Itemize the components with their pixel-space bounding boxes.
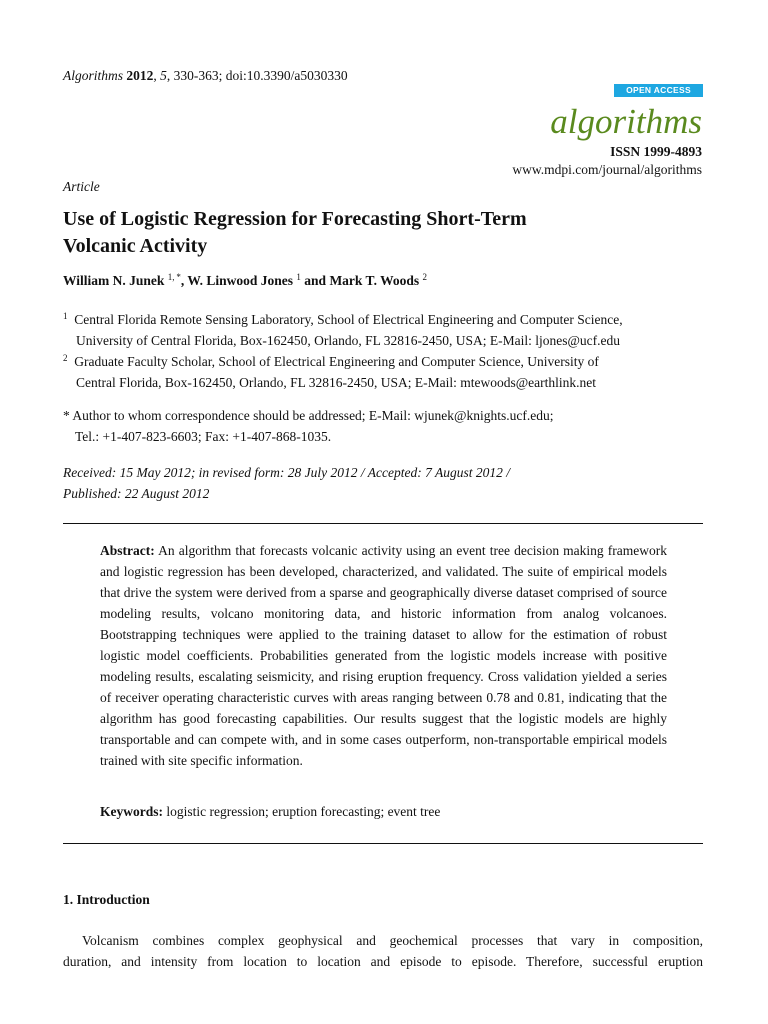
title-line-2: Volcanic Activity (63, 235, 208, 257)
issn: ISSN 1999-4893 (610, 144, 702, 159)
open-access-badge: OPEN ACCESS (614, 84, 703, 97)
affiliation-2 (63, 348, 713, 393)
journal-logo: algorithms (550, 102, 702, 141)
author-affiliation-mark: 1, * (167, 272, 181, 282)
article-type: Article (63, 179, 100, 194)
divider-top (63, 523, 703, 524)
introduction-body (63, 930, 703, 972)
affiliation-text: Graduate Faculty Scholar, School of Electrical Engineering and Computer Science, University of (74, 354, 599, 369)
article-title (63, 206, 703, 260)
citation-year: 2012 (126, 68, 154, 83)
correspondence-line-2: Tel.: +1-407-823-6603; Fax: +1-407-868-1035. (75, 429, 332, 444)
correspondence-note (63, 405, 713, 447)
abstract-text: An algorithm that forecasts volcanic activity using an event tree decision making framework and logistic regression has been developed, characterized, and validated. The suite of empirical models that drive the system were derived from a sparse and geographically diverse dataset comprised of source modeling results, volcano monitoring data, and historic information from analog volcanoes. Bootstrapping techniques were applied to the training dataset to allow for the estimation of robust logistic model coefficients. Probabilities generated from the logistic models increase with positive modeling results, escalating seismicity, and rising eruption frequency. Cross validation yielded a series of receiver operating characteristic curves with areas ranging between 0.78 and 0.81, indicating that the algorithm has good forecasting capabilities. Our results suggest that the logistic models are highly transportable and can compete with, and in some cases outperform, non-transportable empirical models trained with site specific information. (100, 543, 667, 768)
divider-bottom (63, 843, 703, 844)
affiliation-number: 2 (63, 353, 68, 363)
affiliation-1 (63, 306, 713, 351)
abstract-label: Abstract: (100, 543, 155, 558)
author-list (63, 272, 427, 289)
author-separator: , (180, 273, 188, 288)
title-line-1: Use of Logistic Regression for Forecasting Short-Term (63, 208, 527, 230)
author-affiliation-mark: 1 (296, 272, 301, 282)
journal-url[interactable]: www.mdpi.com/journal/algorithms (512, 162, 702, 177)
abstract (100, 540, 667, 771)
keywords-label: Keywords: (100, 804, 163, 819)
dates-line-2: Published: 22 August 2012 (63, 486, 210, 501)
publication-dates (63, 462, 510, 504)
section-heading-introduction: 1. Introduction (63, 892, 150, 907)
citation-journal: Algorithms (63, 68, 124, 83)
author-name: Mark T. Woods (329, 273, 420, 288)
keywords-text: logistic regression; eruption forecasting; event tree (166, 804, 441, 819)
keywords (100, 804, 440, 820)
author-affiliation-mark: 2 (422, 272, 427, 282)
affiliation-text: Central Florida Remote Sensing Laboratory, School of Electrical Engineering and Computer Science, (74, 312, 623, 327)
body-line: Volcanism combines complex geophysical and geochemical processes that vary in composition, (82, 933, 703, 948)
citation-pages-doi: , 330-363; doi:10.3390/a5030330 (166, 68, 348, 83)
citation-volume: 5 (160, 68, 167, 83)
affiliation-number: 1 (63, 311, 68, 321)
correspondence-line-1: * Author to whom correspondence should be addressed; E-Mail: wjunek@knights.ucf.edu; (63, 408, 554, 423)
author-name: William N. Junek (63, 273, 165, 288)
body-line: duration, and intensity from location to location and episode to episode. Therefore, successful eruption (63, 954, 703, 969)
author-name: W. Linwood Jones (187, 273, 294, 288)
citation-line: Algorithms 2012, 5, 330-363; doi:10.3390/a5030330 (63, 68, 348, 83)
author-separator: and (300, 273, 330, 288)
affiliation-text: University of Central Florida, Box-162450, Orlando, FL 32816-2450, USA; E-Mail: ljones@ucf.edu (76, 333, 620, 348)
affiliation-text: Central Florida, Box-162450, Orlando, FL 32816-2450, USA; E-Mail: mtewoods@earthlink.net (76, 375, 596, 390)
dates-line-1: Received: 15 May 2012; in revised form: 28 July 2012 / Accepted: 7 August 2012 / (63, 465, 511, 480)
